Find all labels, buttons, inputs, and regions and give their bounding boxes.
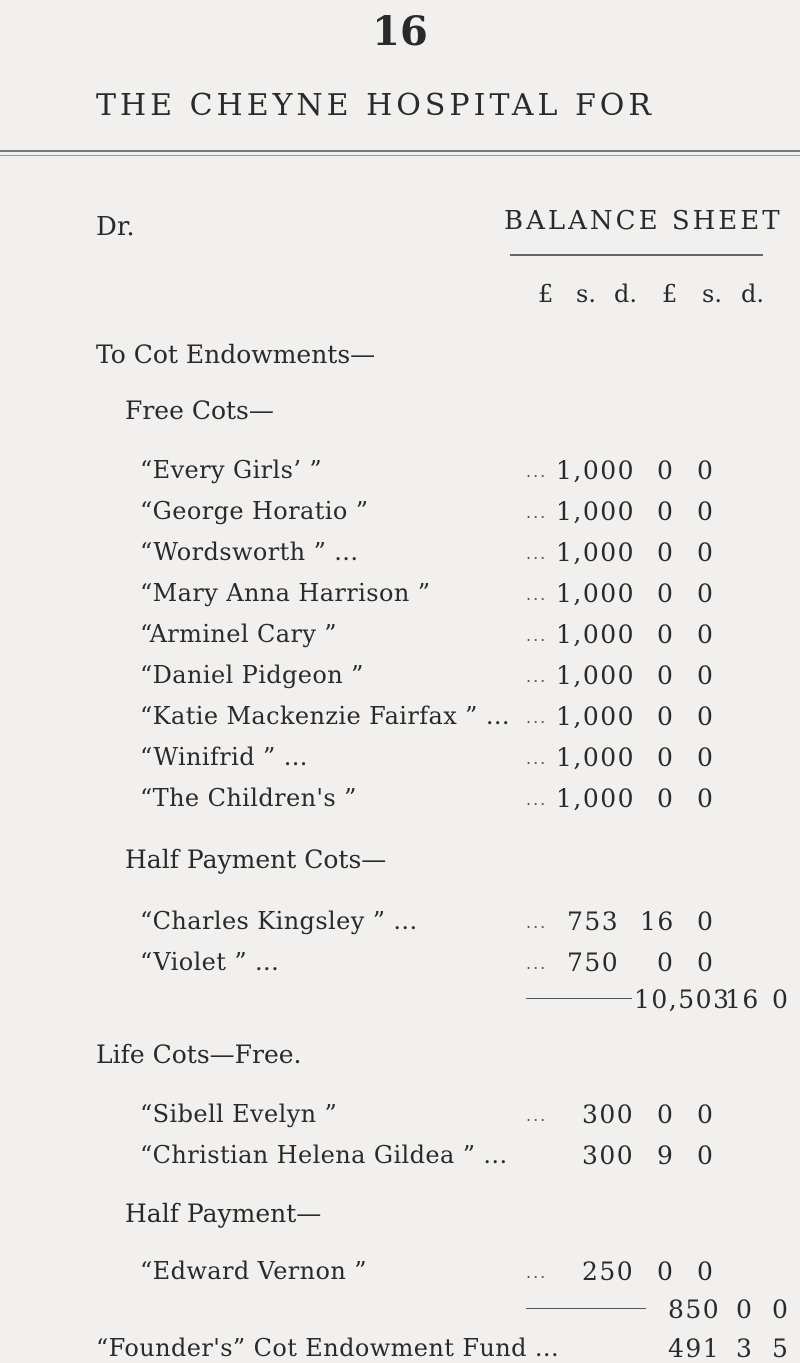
- balance-sheet-title: BALANCE SHEET: [504, 206, 783, 236]
- amount-pounds: 1,000: [556, 743, 636, 772]
- ledger-row-name: “Wordsworth ” ...: [140, 538, 359, 566]
- founders-pence: 5: [772, 1334, 790, 1363]
- subtotal-pence: 0: [772, 1295, 790, 1324]
- col-header-pence-2: d.: [741, 280, 764, 308]
- dot-leader: ...: [526, 462, 548, 481]
- dot-leader: ...: [526, 503, 548, 522]
- amount-shillings: 0: [657, 497, 675, 526]
- ledger-row-name: “Edward Vernon ”: [140, 1257, 367, 1285]
- amount-pounds: 1,000: [556, 456, 636, 485]
- amount-shillings: 0: [657, 784, 675, 813]
- amount-pounds: 753: [567, 907, 620, 936]
- ledger-row-name: “Daniel Pidgeon ”: [140, 661, 364, 689]
- ledger-row-name: “George Horatio ”: [140, 497, 369, 525]
- amount-shillings: 0: [657, 948, 675, 977]
- ledger-row-name: “Christian Helena Gildea ” ...: [140, 1141, 508, 1169]
- balance-sheet-rule: [510, 254, 763, 256]
- amount-pence: 0: [697, 1141, 715, 1170]
- debit-label: Dr.: [96, 212, 135, 242]
- amount-pounds: 750: [567, 948, 620, 977]
- amount-shillings: 16: [640, 907, 675, 936]
- amount-pence: 0: [697, 456, 715, 485]
- ledger-row-name: “The Children's ”: [140, 784, 357, 812]
- amount-pounds: 1,000: [556, 579, 636, 608]
- dot-leader: ...: [526, 667, 548, 686]
- amount-pence: 0: [697, 743, 715, 772]
- amount-shillings: 0: [657, 579, 675, 608]
- page-header-title: THE CHEYNE HOSPITAL FOR: [96, 88, 655, 123]
- ledger-row-name: “Mary Anna Harrison ”: [140, 579, 431, 607]
- life-cots-heading: Life Cots—Free.: [96, 1040, 302, 1069]
- ledger-row-name: “Every Girls’ ”: [140, 456, 323, 484]
- amount-pence: 0: [697, 1100, 715, 1129]
- dot-leader: ...: [526, 790, 548, 809]
- ledger-row-name: “Charles Kingsley ” ...: [140, 907, 418, 935]
- amount-pounds: 1,000: [556, 661, 636, 690]
- dot-leader: ...: [526, 1106, 548, 1125]
- subtotal-pence: 0: [772, 985, 790, 1014]
- amount-shillings: 0: [657, 1257, 675, 1286]
- col-header-pounds-1: £: [538, 280, 554, 308]
- founders-fund-label: “Founder's” Cot Endowment Fund ...: [96, 1334, 559, 1362]
- amount-pence: 0: [697, 579, 715, 608]
- amount-pence: 0: [697, 1257, 715, 1286]
- dot-leader: ...: [526, 544, 548, 563]
- ledger-row-name: “Sibell Evelyn ”: [140, 1100, 338, 1128]
- amount-pence: 0: [697, 702, 715, 731]
- subtotal-shillings: 16: [725, 985, 760, 1014]
- amount-pounds: 300: [582, 1141, 635, 1170]
- amount-shillings: 9: [657, 1141, 675, 1170]
- section-title: To Cot Endowments—: [96, 340, 376, 369]
- founders-pounds: 491: [668, 1334, 721, 1363]
- subtotal-pounds: 850: [668, 1295, 721, 1324]
- page-number: 16: [372, 8, 428, 55]
- amount-pounds: 1,000: [556, 538, 636, 567]
- col-header-pence-1: d.: [614, 280, 637, 308]
- dot-leader: ...: [526, 1263, 548, 1282]
- ledger-row-name: “Katie Mackenzie Fairfax ” ...: [140, 702, 510, 730]
- half-payment-cots-heading: Half Payment Cots—: [125, 845, 387, 874]
- amount-shillings: 0: [657, 538, 675, 567]
- ledger-row-name: “Arminel Cary ”: [140, 620, 337, 648]
- amount-pounds: 250: [582, 1257, 635, 1286]
- founders-shillings: 3: [736, 1334, 754, 1363]
- dot-leader: ...: [526, 626, 548, 645]
- amount-pence: 0: [697, 784, 715, 813]
- ledger-row-name: “Violet ” ...: [140, 948, 280, 976]
- ledger-row-name: “Winifrid ” ...: [140, 743, 308, 771]
- amount-shillings: 0: [657, 456, 675, 485]
- amount-pence: 0: [697, 620, 715, 649]
- dot-leader: ...: [526, 913, 548, 932]
- col-header-shillings-1: s.: [576, 280, 596, 308]
- amount-pence: 0: [697, 661, 715, 690]
- dot-leader: ...: [526, 954, 548, 973]
- dot-leader: ...: [526, 708, 548, 727]
- subtotal-rule: [526, 1308, 646, 1309]
- amount-pence: 0: [697, 948, 715, 977]
- subtotal-shillings: 0: [736, 1295, 754, 1324]
- amount-shillings: 0: [657, 620, 675, 649]
- amount-pounds: 1,000: [556, 620, 636, 649]
- amount-pounds: 1,000: [556, 702, 636, 731]
- dot-leader: ...: [526, 749, 548, 768]
- col-header-pounds-2: £: [662, 280, 678, 308]
- header-rule: [0, 150, 800, 152]
- amount-shillings: 0: [657, 661, 675, 690]
- amount-pounds: 300: [582, 1100, 635, 1129]
- subtotal-rule: [526, 998, 632, 999]
- subtotal-pounds: 10,503: [634, 985, 731, 1014]
- col-header-shillings-2: s.: [702, 280, 722, 308]
- amount-shillings: 0: [657, 1100, 675, 1129]
- amount-shillings: 0: [657, 702, 675, 731]
- dot-leader: ...: [526, 585, 548, 604]
- amount-pounds: 1,000: [556, 497, 636, 526]
- amount-pence: 0: [697, 497, 715, 526]
- amount-pounds: 1,000: [556, 784, 636, 813]
- half-payment-heading: Half Payment—: [125, 1199, 322, 1228]
- amount-shillings: 0: [657, 743, 675, 772]
- amount-pence: 0: [697, 907, 715, 936]
- free-cots-heading: Free Cots—: [125, 396, 274, 425]
- amount-pence: 0: [697, 538, 715, 567]
- header-rule-thin: [0, 155, 800, 156]
